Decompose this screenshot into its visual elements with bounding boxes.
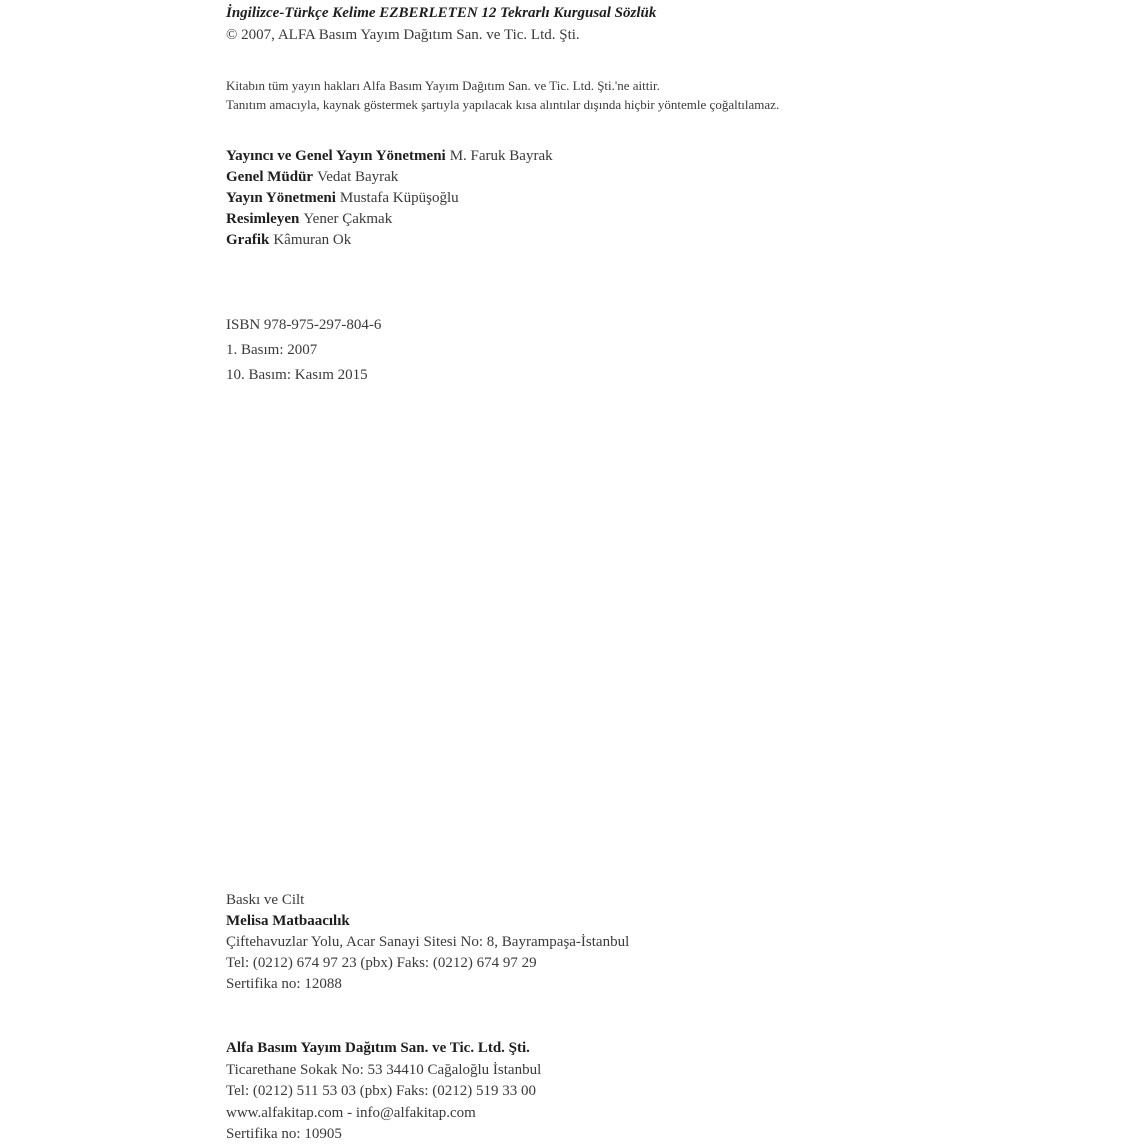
credit-label: Grafik (226, 232, 270, 248)
credit-value: Kâmuran Ok (273, 232, 352, 248)
credits-block (226, 146, 1106, 251)
printer-block (226, 890, 1106, 995)
credit-row (226, 167, 1106, 188)
credit-value: Vedat Bayrak (317, 169, 399, 185)
credit-label: Genel Müdür (226, 169, 314, 185)
publisher-web: www.alfakitap.com - info@alfakitap.com (226, 1104, 476, 1121)
printer-phone: Tel: (0212) 674 97 23 (pbx) Faks: (0212) 674 97 29 (226, 955, 537, 971)
header-block (226, 2, 1106, 46)
printer-certificate: Sertifika no: 12088 (226, 976, 342, 992)
rights-notice (226, 76, 1106, 114)
first-print: 1. Basım: 2007 (226, 342, 318, 358)
tenth-print: 10. Basım: Kasım 2015 (226, 367, 368, 383)
rights-line-1: Kitabın tüm yayın hakları Alfa Basım Yayım Dağıtım San. ve Tic. Ltd. Şti.'ne aittir. (226, 78, 660, 93)
credit-label: Resimleyen (226, 211, 300, 227)
publisher-certificate: Sertifika no: 10905 (226, 1126, 342, 1142)
publisher-block (226, 1038, 1106, 1146)
publisher-phone: Tel: (0212) 511 53 03 (pbx) Faks: (0212) 519 33 00 (226, 1083, 537, 1099)
isbn: ISBN 978-975-297-804-6 (226, 317, 382, 333)
printer-name: Melisa Matbaacılık (226, 913, 350, 929)
book-title: İngilizce-Türkçe Kelime EZBERLETEN 12 Tekrarlı Kurgusal Sözlük (226, 5, 657, 21)
credit-value: Yener Çakmak (303, 211, 393, 227)
credit-row (226, 230, 1106, 251)
printer-address: Çiftehavuzlar Yolu, Acar Sanayi Sitesi No: 8, Bayrampaşa-İstanbul (226, 934, 630, 950)
credit-row (226, 209, 1106, 230)
publisher-name: Alfa Basım Yayım Dağıtım San. ve Tic. Ltd. Şti. (226, 1040, 530, 1056)
printer-heading: Baskı ve Cilt (226, 892, 305, 908)
publisher-address: Ticarethane Sokak No: 53 34410 Cağaloğlu İstanbul (226, 1061, 542, 1078)
credit-label: Yayın Yönetmeni (226, 190, 336, 206)
credit-row (226, 188, 1106, 209)
credit-row (226, 146, 1106, 167)
copyright-line: © 2007, ALFA Basım Yayım Dağıtım San. ve Tic. Ltd. Şti. (226, 27, 580, 43)
credit-value: Mustafa Küpüşoğlu (339, 190, 459, 206)
credit-label: Yayıncı ve Genel Yayın Yönetmeni (226, 148, 446, 164)
rights-line-2: Tanıtım amacıyla, kaynak göstermek şartıyla yapılacak kısa alıntılar dışında hiçbir yöntemle çoğaltılamaz. (226, 97, 780, 112)
edition-block (226, 313, 1106, 388)
credit-value: M. Faruk Bayrak (449, 148, 553, 164)
